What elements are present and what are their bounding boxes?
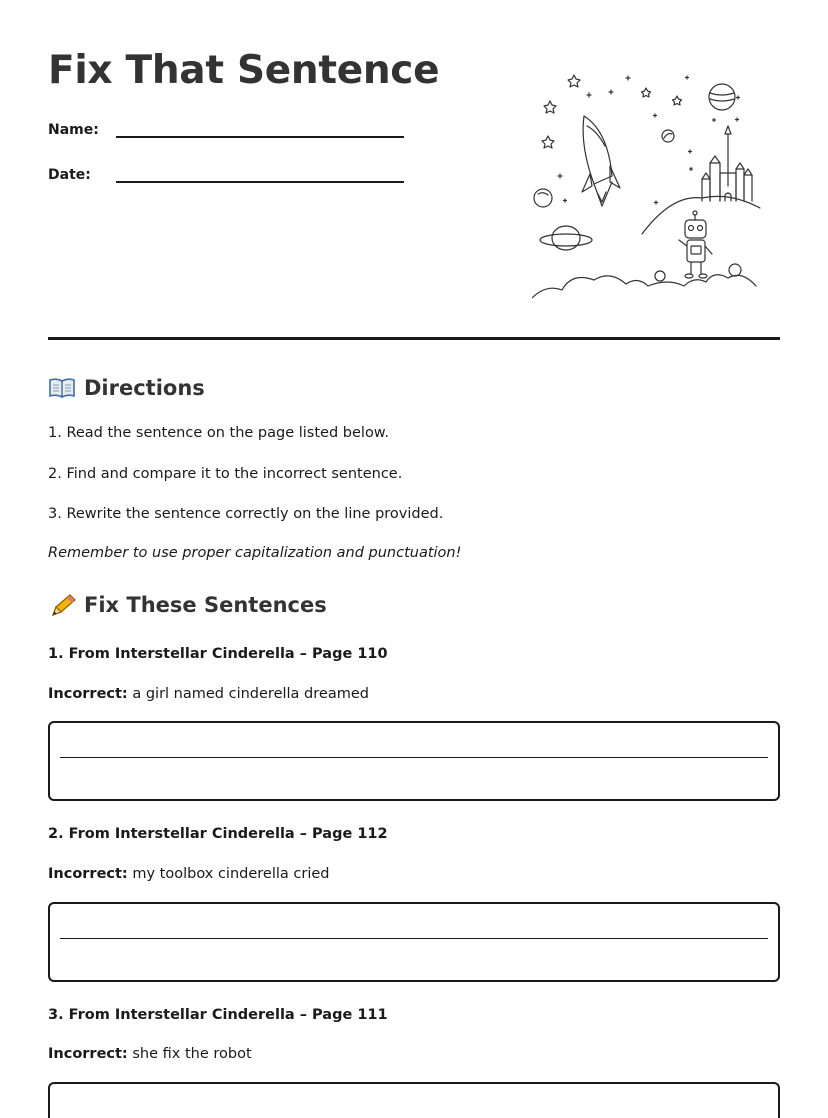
saturn-icon: [540, 226, 592, 250]
space-scene-illustration: [532, 66, 764, 302]
fix-sentences-heading-text: Fix These Sentences: [84, 593, 327, 617]
answer-box[interactable]: [48, 721, 780, 801]
star-icon: [544, 101, 556, 113]
directions-heading: [48, 376, 205, 400]
name-line[interactable]: [116, 118, 404, 138]
incorrect-sentence: [48, 686, 369, 702]
star-icon: [542, 136, 554, 148]
directions-heading-text: Directions: [84, 376, 205, 400]
name-field: [48, 118, 404, 138]
pencil-icon: [48, 593, 76, 617]
worksheet-page: [48, 0, 780, 1118]
incorrect-text: she fix the robot: [132, 1046, 252, 1062]
robot-icon: [679, 211, 712, 278]
question-title: 1. From Interstellar Cinderella – Page 110: [48, 646, 388, 662]
question-title: 2. From Interstellar Cinderella – Page 112: [48, 826, 388, 842]
direction-step: 2. Find and compare it to the incorrect sentence.: [48, 466, 403, 482]
date-label: Date:: [48, 167, 91, 183]
open-book-icon: [48, 376, 76, 400]
star-icon: [642, 88, 651, 97]
cloud-ground: [532, 275, 756, 298]
header-divider: [48, 337, 780, 340]
answer-line: [60, 938, 768, 939]
incorrect-sentence: [48, 866, 329, 882]
incorrect-text: my toolbox cinderella cried: [132, 866, 330, 882]
answer-line: [60, 757, 768, 758]
answer-box[interactable]: [48, 902, 780, 982]
question-title: 3. From Interstellar Cinderella – Page 111: [48, 1007, 388, 1023]
incorrect-label: Incorrect:: [48, 866, 128, 882]
fix-sentences-heading: [48, 593, 327, 617]
incorrect-text: a girl named cinderella dreamed: [132, 686, 369, 702]
direction-step: 1. Read the sentence on the page listed below.: [48, 425, 389, 441]
answer-box[interactable]: [48, 1082, 780, 1118]
hill: [642, 196, 760, 234]
star-icon: [568, 75, 580, 87]
date-line[interactable]: [116, 163, 404, 183]
small-planet-icon: [662, 130, 674, 142]
worksheet-header: [48, 0, 780, 340]
moon-icon: [534, 189, 552, 207]
incorrect-label: Incorrect:: [48, 1046, 128, 1062]
castle-icon: [702, 126, 752, 201]
date-field: [48, 163, 404, 183]
directions-note: Remember to use proper capitalization and punctuation!: [48, 545, 462, 561]
page-title: Fix That Sentence: [48, 48, 440, 93]
rocket-icon: [582, 116, 620, 206]
incorrect-sentence: [48, 1046, 252, 1062]
ringed-planet-icon: [709, 84, 735, 110]
star-icon: [673, 96, 682, 105]
direction-step: 3. Rewrite the sentence correctly on the line provided.: [48, 506, 444, 522]
incorrect-label: Incorrect:: [48, 686, 128, 702]
name-label: Name:: [48, 122, 99, 138]
